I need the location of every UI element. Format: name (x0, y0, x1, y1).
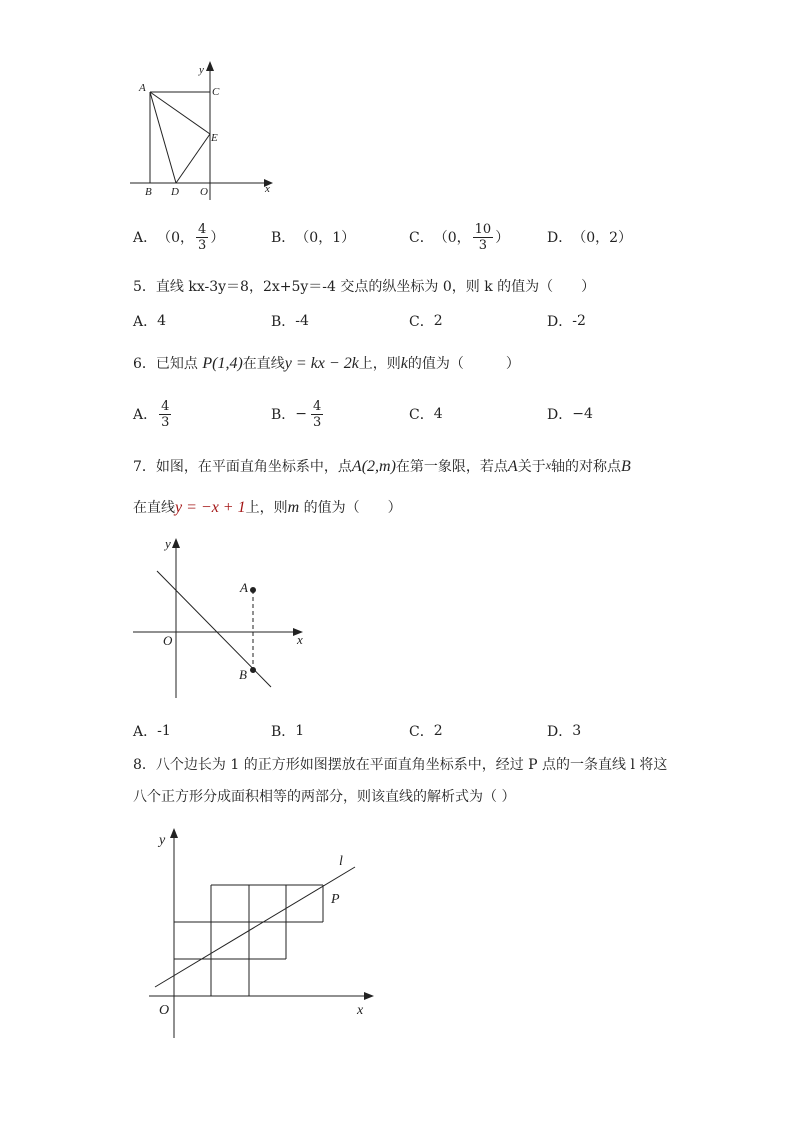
q8-stem-line1: 8．八个边长为 1 的正方形如图摆放在平面直角坐标系中，经过 P 点的一条直线 l 将这 (133, 757, 668, 773)
segment-AD (150, 92, 176, 183)
fraction: $\frac{4}{3}$ (313, 398, 322, 430)
segment-DE (176, 134, 210, 183)
figure-q8-svg (145, 828, 385, 1043)
label-O: O (200, 186, 208, 198)
q6-option-a[interactable]: A． $\frac{4}{3}$ (133, 398, 170, 430)
label-A: A (240, 580, 248, 595)
q4-option-c[interactable]: C． （0， $\frac{10}{3}$ ） (409, 221, 510, 253)
label-B: B (145, 186, 152, 198)
q6-option-c[interactable]: C． 4 (409, 406, 443, 423)
q8-stem-line2: 八个正方形分成面积相等的两部分，则该直线的解析式为（ ） (133, 789, 516, 805)
q7-options (133, 711, 733, 751)
q5-option-c[interactable]: C． 2 (409, 313, 443, 330)
q4-option-b[interactable]: B． （0，1） (271, 230, 356, 246)
point-B (250, 667, 256, 673)
label-x: x (357, 1003, 364, 1018)
q7-stem-line2: 在直线y = −x + 1上，则m 的值为（ ） (133, 499, 402, 516)
q6-options (133, 394, 733, 434)
fraction: $\frac{4}{3}$ (161, 398, 170, 430)
y-axis-arrow (206, 61, 214, 71)
q5-option-b[interactable]: B． -4 (271, 313, 309, 330)
label-O: O (163, 633, 173, 648)
q5-options (133, 301, 733, 341)
q5-option-a[interactable]: A． 4 (133, 313, 167, 330)
q4-option-a[interactable]: A． （0， $\frac{4}{3}$ ） (133, 221, 225, 253)
q6-point: P(1,4) (202, 355, 243, 372)
figure-q7 (125, 530, 325, 705)
label-E: E (211, 132, 218, 144)
figure-q8 (145, 828, 385, 1043)
q7-option-b[interactable]: B． 1 (271, 723, 305, 740)
q7-option-d[interactable]: D． 3 (547, 723, 582, 740)
figure-q4-svg (125, 58, 285, 208)
label-x: x (265, 183, 270, 195)
label-A: A (139, 82, 146, 94)
q5-option-d[interactable]: D． -2 (547, 313, 586, 330)
q6-option-b[interactable]: B． − $\frac{4}{3}$ (271, 398, 322, 430)
point-A (250, 587, 256, 593)
q7-option-c[interactable]: C． 2 (409, 723, 443, 740)
fraction: $\frac{10}{3}$ (474, 221, 492, 253)
label-P: P (331, 892, 340, 907)
q6-option-d[interactable]: D． −4 (547, 406, 593, 423)
figure-q4 (125, 58, 285, 208)
fraction: $\frac{4}{3}$ (198, 221, 207, 253)
q7-option-a[interactable]: A． -1 (133, 723, 171, 740)
q5-stem: 5．直线 kx-3y＝8，2x+5y＝-4 交点的纵坐标为 0，则 k 的值为（ ） (133, 279, 596, 295)
label-D: D (171, 186, 179, 198)
q4-options (133, 217, 733, 257)
label-l: l (339, 854, 343, 869)
segment-AE (150, 92, 210, 134)
label-y: y (159, 833, 166, 848)
label-C: C (212, 86, 220, 98)
q7-stem-line1: 7．如图，在平面直角坐标系中，点A(2,m)在第一象限，若点A关于x轴的对称点B (133, 458, 631, 475)
y-axis-arrow (172, 538, 180, 548)
label-x: x (297, 632, 303, 647)
y-axis-arrow (170, 828, 178, 838)
label-y: y (165, 536, 171, 551)
q4-option-d[interactable]: D． （0，2） (547, 230, 633, 246)
q6-line: y = kx − 2k (284, 355, 359, 372)
x-axis-arrow (364, 992, 374, 1000)
q6-stem: 6．已知点 P(1,4)在直线y = kx − 2k上，则k的值为（ ） (133, 355, 520, 372)
label-B: B (239, 667, 247, 682)
label-O: O (159, 1003, 170, 1018)
label-y: y (199, 64, 204, 76)
figure-q7-svg (125, 530, 325, 705)
